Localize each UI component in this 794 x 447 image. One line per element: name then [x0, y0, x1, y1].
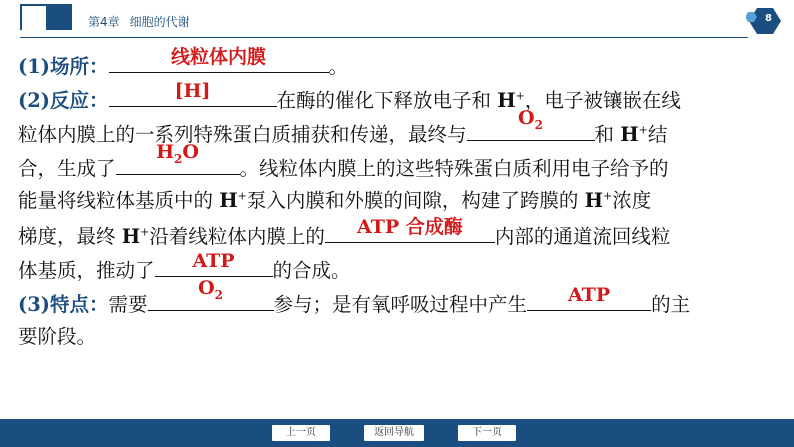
q2-answer-5: ATP	[192, 250, 235, 272]
proton-charge: +	[237, 189, 247, 203]
prev-page-button[interactable]: 上一页	[272, 425, 330, 441]
answer-text: O	[198, 277, 215, 300]
q2-line-5	[18, 218, 780, 252]
q3-text: 需要	[108, 293, 148, 316]
q1-end: 。	[328, 55, 349, 78]
q3-text: 要阶段。	[18, 325, 97, 348]
q2-answer-3	[116, 141, 240, 170]
q3-line-1	[18, 277, 780, 320]
answer-text: H	[156, 141, 175, 164]
q1-label: (1)场所：	[18, 55, 109, 78]
header	[0, 0, 794, 40]
q1-line	[18, 48, 780, 82]
q3-blank-1	[148, 277, 274, 311]
header-frame-decoration	[20, 4, 48, 30]
q2-text: 粒体内膜上的一系列特殊蛋白质捕获和传递，最终与	[18, 123, 467, 146]
q1-blank	[109, 48, 329, 73]
q2-blank-4	[325, 218, 495, 243]
q2-text: 泵入内膜和外膜的间隙，构建了跨膜的	[246, 189, 585, 212]
q3-label: (3)特点：	[18, 293, 109, 316]
back-to-nav-button[interactable]: 返回导航	[364, 425, 424, 441]
header-square-decoration	[46, 4, 72, 30]
q2-text: 的合成。	[272, 259, 351, 282]
proton-symbol: H	[219, 189, 238, 212]
proton-symbol: H	[121, 225, 141, 248]
q2-blank-2	[467, 107, 595, 141]
answer-text: O	[518, 107, 535, 130]
answer-subscript: 2	[174, 152, 183, 166]
q2-text: 在酶的催化下释放电子和	[276, 89, 498, 112]
answer-text: O	[182, 141, 199, 164]
proton-charge: +	[603, 189, 613, 203]
page-badge	[746, 6, 782, 36]
header-rule	[20, 37, 748, 38]
q2-line-1	[18, 82, 780, 116]
q2-text: 浓度	[612, 189, 652, 212]
q2-text: 能量将线粒体基质中的	[18, 189, 220, 212]
q2-text: 内部的通道流回线粒	[494, 225, 671, 248]
q3-answer-1	[148, 277, 274, 306]
proton-charge: +	[140, 225, 150, 239]
q2-line-4	[18, 184, 780, 218]
answer-subscript: 2	[214, 288, 223, 302]
q2-label: (2)反应：	[18, 89, 109, 112]
q2-blank-1	[109, 82, 277, 107]
footer-nav	[0, 419, 794, 447]
q2-text: 沿着线粒体内膜上的	[149, 225, 325, 248]
content	[18, 48, 780, 354]
chapter-title: 细胞的代谢	[129, 15, 190, 29]
q3-text: 的主	[651, 293, 691, 316]
proton-charge: +	[638, 123, 648, 137]
q3-line-2	[18, 320, 780, 354]
next-page-button[interactable]: 下一页	[458, 425, 516, 441]
q3-blank-2	[527, 286, 651, 311]
proton-symbol: H	[584, 189, 603, 212]
chapter-number: 第4章	[88, 15, 120, 29]
q2-text: 和	[594, 123, 621, 146]
q2-answer-2	[467, 107, 595, 136]
q3-text: 参与；是有氧呼吸过程中产生	[273, 293, 528, 316]
q2-line-3	[18, 141, 780, 184]
q1-answer: 线粒体内膜	[171, 46, 267, 68]
q2-text: 体基质，推动了	[18, 259, 155, 282]
q2-answer-4: ATP 合成酶	[357, 216, 463, 238]
proton-symbol: H	[620, 123, 639, 146]
q2-blank-3	[116, 141, 240, 175]
q2-answer-1: [H]	[174, 80, 211, 102]
q2-text: 合，生成了	[18, 157, 116, 180]
chapter-heading	[88, 13, 190, 30]
q2-text: 梯度，最终	[18, 225, 122, 248]
q2-text: 。线粒体内膜上的这些特殊蛋白质利用电子给予的	[239, 157, 669, 180]
proton-symbol: H	[497, 89, 516, 112]
page-number: 8	[765, 13, 772, 24]
q2-text: 结	[647, 123, 668, 146]
q3-answer-2: ATP	[567, 284, 611, 306]
answer-subscript: 2	[534, 118, 543, 132]
q2-blank-5	[155, 252, 273, 277]
q2-text: ，电子被镶嵌在线	[524, 89, 681, 112]
hexagon-icon	[746, 6, 782, 36]
proton-charge: +	[515, 89, 525, 103]
q2-line-6	[18, 252, 780, 286]
